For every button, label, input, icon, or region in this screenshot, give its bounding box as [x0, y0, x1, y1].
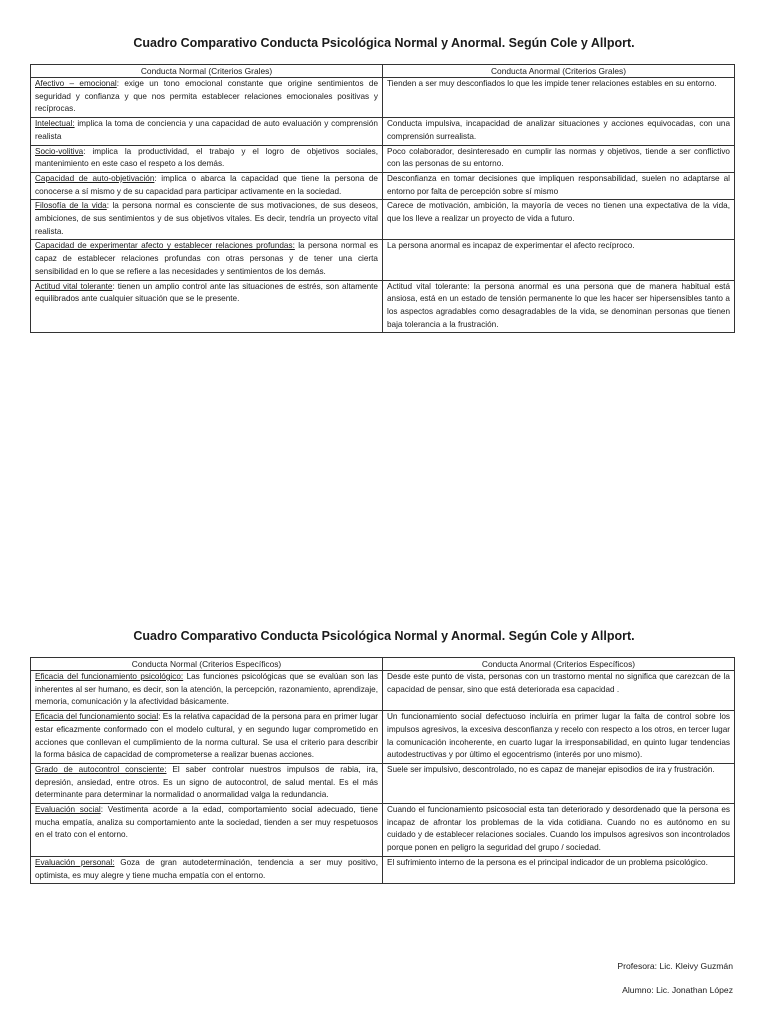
- table-header-row: [31, 658, 735, 671]
- table-row: [31, 280, 735, 333]
- table-row: [31, 145, 735, 172]
- comparison-table-specific: [30, 657, 735, 884]
- criterion-text: : Es la relativa capacidad de la persona para en primer lugar estar eficazmente conformado con el modelo cultural, y en segundo lugar comprometido en acciones que conllevan el cumplimiento de la norma cultural. Se usa el criterio para describir la forma básica de capacidad de comprometerse a realizar buenas acciones.: [35, 712, 378, 760]
- criterion-term: Filosofía de la vida: [35, 201, 107, 211]
- anormal-cell: El sufrimiento interno de la persona es el principal indicador de un problema psicológico.: [383, 856, 735, 883]
- table-row: [31, 240, 735, 280]
- anormal-cell: Desde este punto de vista, personas con un trastorno mental no significa que carezcan de la capacidad de pensar, sino que está deteriorada esa capacidad .: [383, 671, 735, 711]
- table-row: [31, 200, 735, 240]
- criterion-term: Capacidad de auto-objetivación: [35, 173, 155, 183]
- table-row: [31, 172, 735, 199]
- normal-cell: [31, 804, 383, 857]
- normal-cell: [31, 200, 383, 240]
- normal-cell: [31, 711, 383, 764]
- criterion-text: : la persona normal es consciente de sus motivaciones, de sus deseos, ambiciones, de sus sentimientos y de sus objetivos vitales. Es decir, tendría un proyecto vital realista.: [35, 201, 378, 236]
- criterion-term: Socio-volitiva: [35, 146, 84, 156]
- normal-cell: [31, 671, 383, 711]
- criterion-term: Evaluación social: [35, 805, 101, 815]
- normal-cell: [31, 78, 383, 118]
- table-row: [31, 856, 735, 883]
- anormal-cell: Cuando el funcionamiento psicosocial esta tan deteriorado y desordenado que la persona es incapaz de afrontar los problemas de la vida cotidiana. Cuando no es autónomo en su cuidado y de establecer relaciones sociales. Cuando los impulsos agresivos son incontrolados porque ponen en peligro la seguridad del grupo / sociedad.: [383, 804, 735, 857]
- table1-title: Cuadro Comparativo Conducta Psicológica Normal y Anormal. Según Cole y Allport.: [133, 36, 635, 50]
- criterion-text: : implica la productividad, el trabajo y el logro de objetivos sociales, mantenimiento en este caso el respeto a los demás.: [35, 146, 378, 169]
- criterion-term: Eficacia del funcionamiento psicológico:: [35, 672, 184, 681]
- normal-cell: [31, 172, 383, 199]
- normal-cell: [31, 763, 383, 803]
- student-credit: Alumno: Lic. Jonathan López: [622, 985, 733, 995]
- anormal-cell: Tienden a ser muy desconfiados lo que les impide tener relaciones estables en su entorno.: [383, 78, 735, 118]
- table2-title: Cuadro Comparativo Conducta Psicológica Normal y Anormal. Según Cole y Allport.: [133, 629, 635, 643]
- anormal-cell: Suele ser impulsivo, descontrolado, no es capaz de manejar episodios de ira y frustración.: [383, 763, 735, 803]
- criterion-text: : tienen un amplio control ante las situaciones de estrés, son altamente equilibrados ante cualquier situación que se le presente.: [35, 281, 378, 304]
- table-row: [31, 118, 735, 145]
- anormal-cell: La persona anormal es incapaz de experimentar el afecto recíproco.: [383, 240, 735, 280]
- criterion-term: Actitud vital tolerante: [35, 281, 113, 291]
- anormal-cell: Conducta impulsiva, incapacidad de analizar situaciones y acciones equivocadas, con una comprensión surrealista.: [383, 118, 735, 145]
- criterion-term: Evaluación personal:: [35, 857, 115, 867]
- header-anormal: Conducta Anormal (Criterios Específicos): [383, 658, 735, 671]
- normal-cell: [31, 856, 383, 883]
- anormal-cell: Un funcionamiento social defectuoso incluiría en primer lugar la falta de control sobre los impulsos agresivos, la excesiva desconfianza y recelo con respecto a los otros, en tercer lugar la comunicación incoherente, en cuarto lugar la irresponsabilidad, en quinto lugar tendencias autodestructivas y por último el egocentrismo (interés por uno mismo).: [383, 711, 735, 764]
- criterion-text: El saber controlar nuestros impulsos de rabia, ira, depresión, ansiedad, entre otros. Es un signo de autocontrol, de salud mental. Es el más determinante para determinar la normalidad o anormalidad valga la redundancia.: [35, 764, 378, 800]
- header-normal: Conducta Normal (Criterios Grales): [31, 65, 383, 78]
- anormal-cell: Carece de motivación, ambición, la mayoría de veces no tienen una expectativa de la vida, que los lleve a realizar un proyecto de vida a futuro.: [383, 200, 735, 240]
- criterion-text: : exige un tono emocional constante que origine sentimientos de seguridad y confianza y que nos permita establecer relaciones emocionales positivas y recíprocas.: [35, 79, 379, 114]
- table-row: [31, 763, 735, 803]
- table-row: [31, 671, 735, 711]
- criterion-text: implica la toma de conciencia y una capacidad de auto evaluación y comprensión realista: [35, 119, 378, 141]
- criterion-text: : implica o abarca la capacidad que tiene la persona de conocerse a sí mismo y de su capacidad para participar activamente en la sociedad.: [35, 173, 378, 196]
- anormal-cell: Actitud vital tolerante: la persona anormal es una persona que de manera habitual está ansiosa, está en un estado de tensión permanente lo que les hacer ser hipersensibles tanto a los aspectos agradables como desagradables de la vida, se denominan personas que tienen baja tolerancia a la frustración.: [383, 280, 735, 333]
- table-row: [31, 78, 735, 118]
- criterion-term: Intelectual:: [35, 119, 75, 129]
- anormal-cell: Desconfianza en tomar decisiones que impliquen responsabilidad, suelen no adaptarse al entorno por falta de percepción sobre sí mismo: [383, 172, 735, 199]
- normal-cell: [31, 118, 383, 145]
- normal-cell: [31, 280, 383, 333]
- normal-cell: [31, 145, 383, 172]
- teacher-credit: Profesora: Lic. Kleivy Guzmán: [617, 961, 733, 971]
- header-anormal: Conducta Anormal (Criterios Grales): [383, 65, 735, 78]
- criterion-term: Grado de autocontrol consciente:: [35, 764, 167, 774]
- criterion-text: Las funciones psicológicas que se evalúan son las inherentes al ser humano, es decir, son la atención, la percepción, razonamiento, aprendizaje, memoria, comunicación y la afectividad básicamente.: [35, 672, 378, 707]
- criterion-text: la persona normal es capaz de establecer relaciones profundas con otras personas y de tener una cierta sensibilidad en lo que se refiere a las necesidades y sentimientos de los demás.: [35, 241, 378, 276]
- comparison-table-general: [30, 64, 735, 333]
- criterion-term: Capacidad de experimentar afecto y establecer relaciones profundas:: [35, 241, 295, 251]
- criterion-term: Afectivo – emocional: [35, 79, 117, 88]
- criterion-text: Goza de gran autodeterminación, tendencia a ser muy positivo, optimista, es muy alegre y tiene mucha empatía con el entorno.: [35, 857, 378, 880]
- table-row: [31, 804, 735, 857]
- anormal-cell: Poco colaborador, desinteresado en cumplir las normas y objetivos, tiende a ser conflictivo con las personas de su entorno.: [383, 145, 735, 172]
- header-normal: Conducta Normal (Criterios Específicos): [31, 658, 383, 671]
- table-header-row: [31, 65, 735, 78]
- normal-cell: [31, 240, 383, 280]
- table-row: [31, 711, 735, 764]
- criterion-text: : Vestimenta acorde a la edad, comportamiento social adecuado, tiene mucha empatía, analiza su comportamiento ante la sociedad, tienden a ser muy respetuosos en el trato con el entorno.: [35, 805, 378, 840]
- criterion-term: Eficacia del funcionamiento social: [35, 712, 159, 722]
